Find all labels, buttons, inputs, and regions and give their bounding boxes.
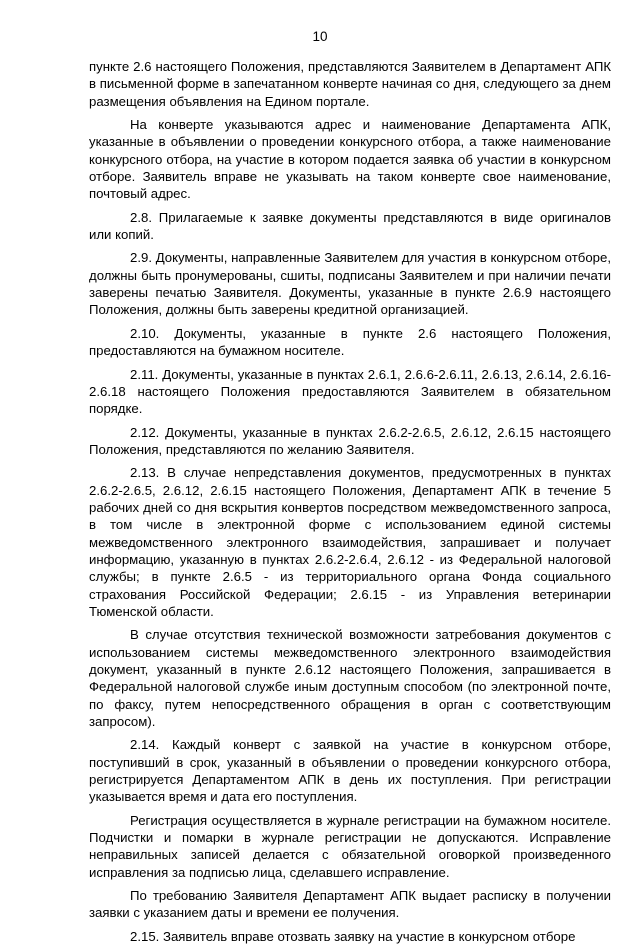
paragraph-continuation: пункте 2.6 настоящего Положения, представляются Заявителем в Департамент АПК в письменной форме в запечатанном конверте начиная со дня, следующего за днем размещения объявления на Едином портале. [89,59,611,109]
paragraph-2-13: 2.13. В случае непредставления документов, предусмотренных в пунктах 2.6.2-2.6.5, 2.6.12, 2.6.15 настоящего Положения, Департамент АПК в течение 5 рабочих дней со дня вскрытия конвертов посредством межведомственного запроса, в том числе в электронной форме с использованием единой системы межведомственного электронного взаимодействия, запрашивает и получает информацию, указанную в пунктах 2.6.2-2.6.4, 2.6.12 - из Федеральной налоговой службы; в пункте 2.6.5 - из территориального органа Фонда социального страхования Российской Федерации; 2.6.15 - из Управления ветеринарии Тюменской области. [89,465,611,619]
paragraph-2-8: 2.8. Прилагаемые к заявке документы представляются в виде оригиналов или копий. [89,209,611,243]
paragraph-2-11: 2.11. Документы, указанные в пунктах 2.6.1, 2.6.6-2.6.11, 2.6.13, 2.6.14, 2.6.16-2.6.18 настоящего Положения предоставляются Заявителем в обязательном порядке. [89,366,611,417]
paragraph-2-12: 2.12. Документы, указанные в пунктах 2.6.2-2.6.5, 2.6.12, 2.6.15 настоящего Положения, представляются по желанию Заявителя. [89,424,611,457]
paragraph-envelope: На конверте указываются адрес и наименование Департамента АПК, указанные в объявлении о проведении конкурсного отбора, а также наименование конкурсного отбора, на участие в котором подается заявка об участии в конкурсном отборе. Заявитель вправе не указывать на таком конверте свое наименование, почтовый адрес. [89,117,611,202]
page-number: 10 [312,29,328,44]
paragraph-2-15: 2.15. Заявитель вправе отозвать заявку на участие в конкурсном отборе [130,928,576,944]
paragraph-registration: Регистрация осуществляется в журнале регистрации на бумажном носителе. Подчистки и помарки в журнале регистрации не допускаются. Исправление неправильных записей делается с обязательной оговоркой произведенного исправления за подписью лица, сделавшего исправление. [89,812,611,880]
paragraph-2-9: 2.9. Документы, направленные Заявителем для участия в конкурсном отборе, должны быть пронумерованы, сшиты, подписаны Заявителем и при наличии печати заверены печатью Заявителя. Документы, указанные в пункте 2.6.9 настоящего Положения, должны быть заверены кредитной организацией. [89,250,611,318]
paragraph-2-14: 2.14. Каждый конверт с заявкой на участие в конкурсном отборе, поступивший в срок, указанный в объявлении о проведении конкурсного отбора, регистрируется Департаментом АПК в день их поступления. При регистрации указывается время и дата его поступления. [89,737,611,805]
paragraph-2-10: 2.10. Документы, указанные в пункте 2.6 настоящего Положения, предоставляются на бумажном носителе. [89,325,611,359]
paragraph-receipt: По требованию Заявителя Департамент АПК выдает расписку в получении заявки с указанием даты и времени ее получения. [89,888,611,921]
paragraph-no-technical-possibility: В случае отсутствия технической возможности затребования документов с использованием системы межведомственного электронного взаимодействия документ, указанный в пункте 2.6.12 настоящего Положения, запрашивается в Федеральной налоговой службе иным доступным способом (по электронной почте, по факсу, путем непосредственного обращения в орган с соответствующим запросом). [89,627,611,730]
document-body [89,58,611,945]
